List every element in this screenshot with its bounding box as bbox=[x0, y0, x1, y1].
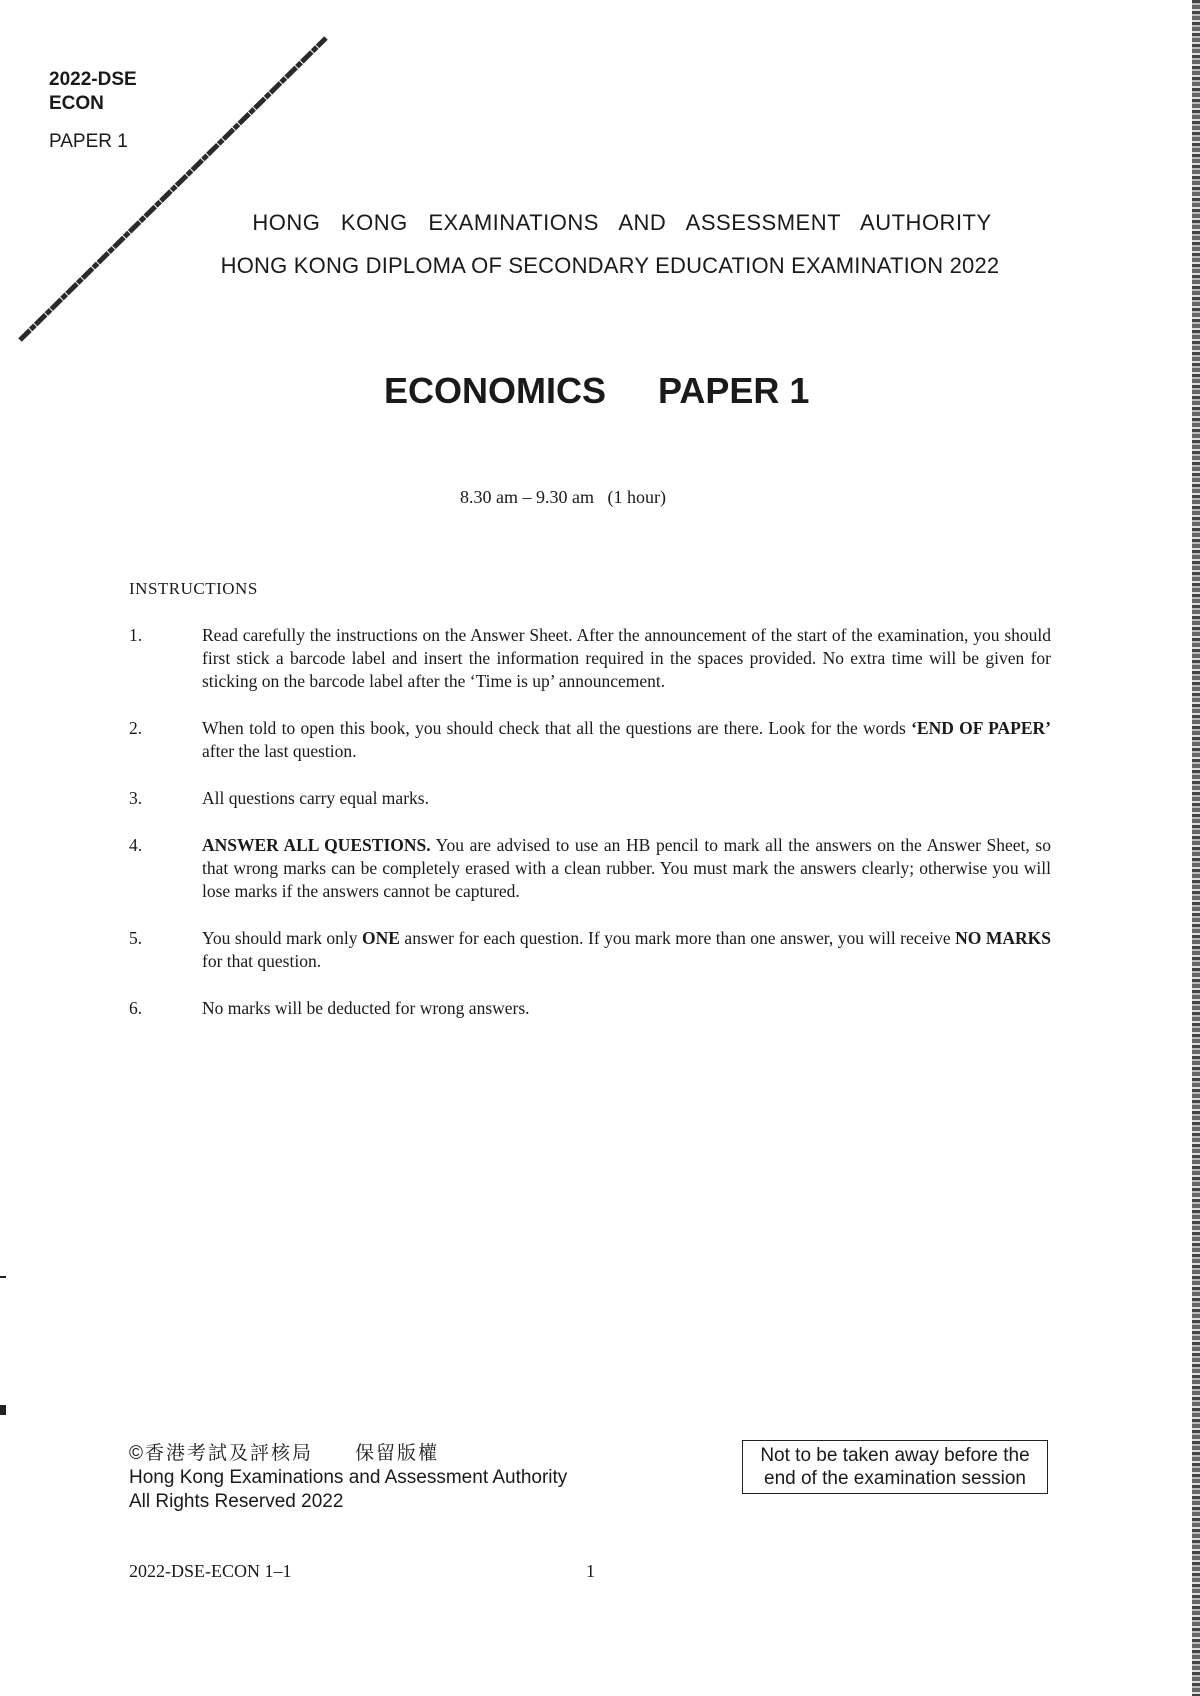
instruction-number: 6. bbox=[129, 998, 143, 1018]
instruction-item bbox=[129, 834, 1051, 903]
instructions-list bbox=[129, 624, 1051, 1044]
scan-speck bbox=[0, 1276, 6, 1278]
instruction-item bbox=[129, 624, 1051, 693]
paper-label: PAPER 1 bbox=[49, 131, 128, 152]
diagonal-stroke bbox=[0, 0, 340, 360]
instruction-item bbox=[129, 717, 1051, 763]
instruction-text bbox=[202, 717, 1051, 763]
authority-name: HONG KONG EXAMINATIONS AND ASSESSMENT AUTHORITY bbox=[252, 210, 992, 235]
copyright-block bbox=[129, 1442, 567, 1514]
instruction-number: 4. bbox=[129, 835, 143, 855]
page-number: 1 bbox=[586, 1561, 595, 1581]
exam-time: 8.30 am – 9.30 am (1 hour) bbox=[460, 487, 666, 507]
instruction-text: Read carefully the instructions on the Answer Sheet. After the announcement of the start of the examination, you should first stick a barcode label and insert the information required in the spaces provided. No extra time will be given for sticking on the barcode label after the ‘Time is up’ announcement. bbox=[202, 625, 1051, 691]
instruction-text bbox=[202, 927, 1051, 973]
instruction-item bbox=[129, 997, 1051, 1020]
exam-name: HONG KONG DIPLOMA OF SECONDARY EDUCATION EXAMINATION 2022 bbox=[220, 253, 1000, 278]
subject-title: ECONOMICS bbox=[384, 370, 607, 411]
instruction-number: 1. bbox=[129, 625, 143, 645]
instruction-emphasis: ‘END OF PAPER’ bbox=[911, 718, 1051, 738]
instruction-text-part: answer for each question. If you mark more than one answer, you will receive bbox=[399, 928, 956, 948]
instruction-number: 5. bbox=[129, 928, 143, 948]
instruction-text-part: You are advised to use an HB pencil to mark all the answers on the Answer Sheet, so that wrong marks can be completely erased with a clean rubber. You must mark the answers clearly; otherwise you will lose marks if the answers cannot be captured. bbox=[202, 835, 1051, 901]
copyright-owner: Hong Kong Examinations and Assessment Authority bbox=[129, 1467, 568, 1488]
copyright-chinese: ©香港考試及評核局 保留版權 bbox=[129, 1443, 440, 1464]
scan-speck bbox=[0, 1405, 6, 1415]
paper-code-block bbox=[49, 68, 137, 154]
instruction-text-part: after the last question. bbox=[202, 741, 357, 761]
instruction-text-part: for that question. bbox=[202, 951, 322, 971]
instruction-text: All questions carry equal marks. bbox=[202, 788, 429, 808]
take-away-notice bbox=[742, 1440, 1048, 1494]
instruction-emphasis: ONE bbox=[362, 928, 400, 948]
instruction-text bbox=[202, 834, 1051, 903]
page-title bbox=[384, 370, 809, 412]
instruction-number: 2. bbox=[129, 718, 143, 738]
exam-code: 2022-DSE bbox=[49, 69, 137, 90]
copyright-rights: All Rights Reserved 2022 bbox=[129, 1491, 344, 1512]
subject-code: ECON bbox=[49, 93, 104, 114]
instruction-text: No marks will be deducted for wrong answers. bbox=[202, 998, 530, 1018]
instruction-text-part: You should mark only bbox=[202, 928, 363, 948]
footer-paper-code: 2022-DSE-ECON 1–1 bbox=[129, 1561, 292, 1581]
notice-line: Not to be taken away before the bbox=[760, 1445, 1030, 1466]
instruction-emphasis: NO MARKS bbox=[955, 928, 1051, 948]
instruction-emphasis: ANSWER ALL QUESTIONS. bbox=[202, 835, 431, 855]
instruction-text-part: When told to open this book, you should check that all the questions are there. Look for the words bbox=[202, 718, 912, 738]
instructions-heading: INSTRUCTIONS bbox=[129, 579, 258, 598]
instruction-item bbox=[129, 787, 1051, 810]
instruction-item bbox=[129, 927, 1051, 973]
notice-line: end of the examination session bbox=[764, 1468, 1026, 1489]
instruction-number: 3. bbox=[129, 788, 143, 808]
paper-title: PAPER 1 bbox=[658, 370, 810, 411]
